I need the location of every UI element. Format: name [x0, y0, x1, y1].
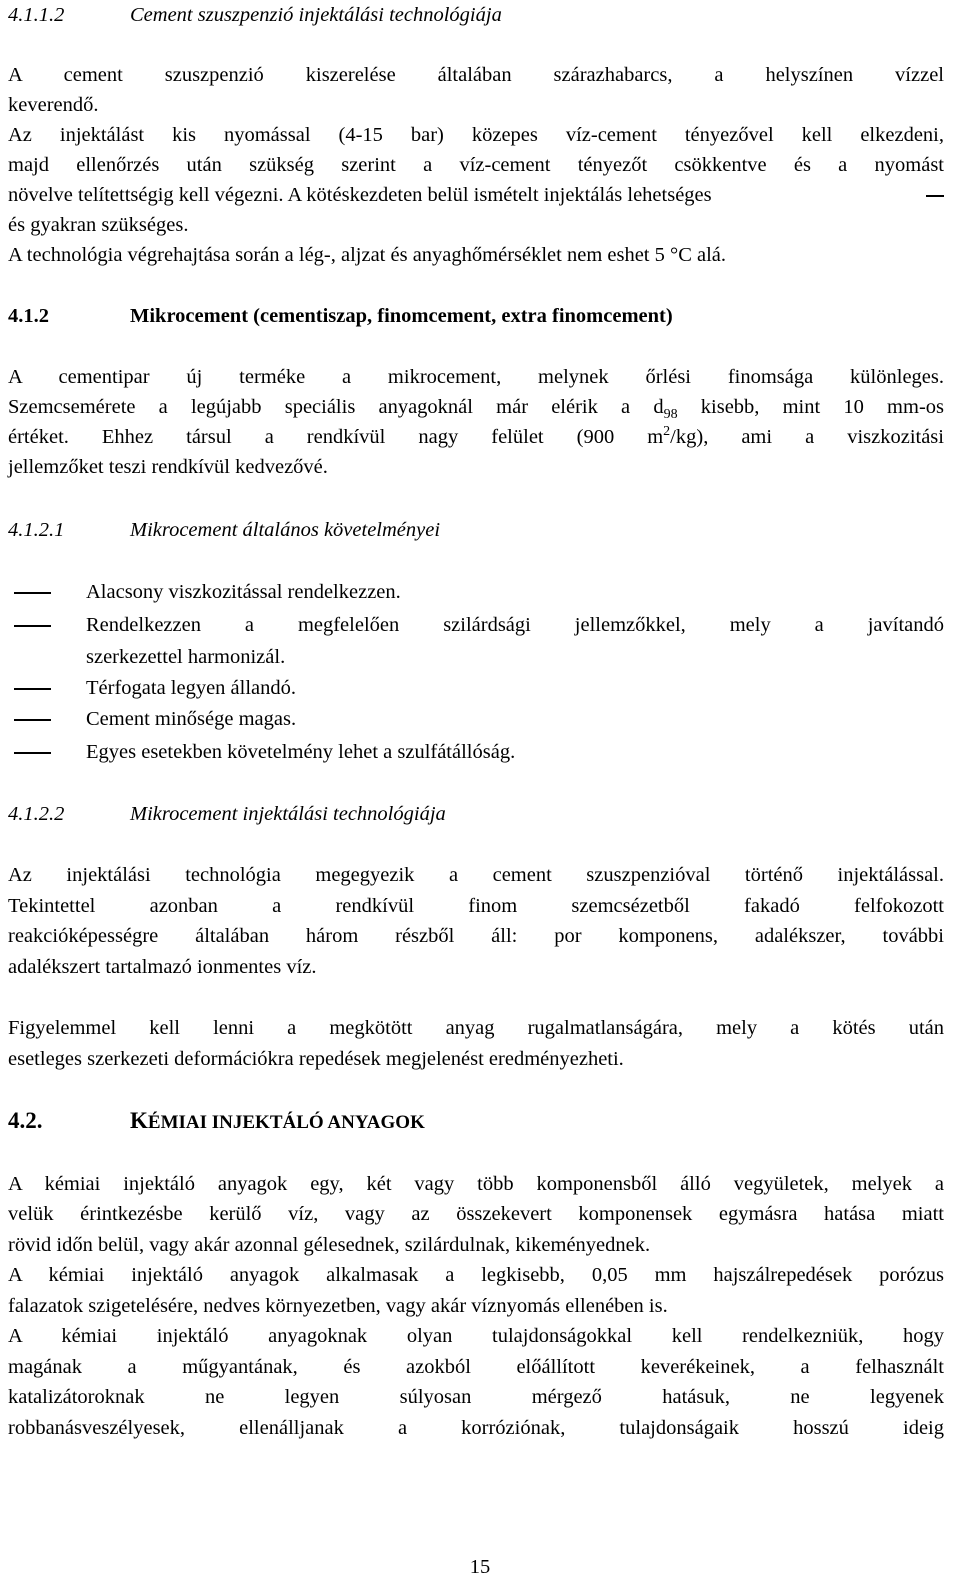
list-item [8, 704, 944, 734]
paragraph-line: A kémiai injektáló anyagoknak olyan tulajdonságokkal kell rendelkezniük, hogy [8, 1325, 944, 1347]
list-item [8, 673, 944, 703]
heading-4-1-2-1 [8, 515, 944, 545]
paragraph-line: A technológia végrehajtása során a lég-, aljzat és anyaghőmérséklet nem eshet 5 °C alá. [8, 244, 727, 266]
paragraph-line: A kémiai injektáló anyagok egy, két vagy több komponensből álló vegyületek, melyek a [8, 1173, 944, 1195]
heading-title: Cement szuszpenzió injektálási technológiája [130, 4, 502, 26]
paragraph-line: Figyelemmel kell lenni a megkötött anyag rugalmatlanságára, mely a kötés után [8, 1017, 944, 1039]
dash-mark [926, 195, 944, 197]
dash-bullet-icon [8, 704, 86, 734]
heading-number: 4.1.2 [8, 305, 49, 327]
dash-bullet-icon [8, 577, 86, 607]
paragraph-text: növelve telítettségig kell végezni. A kötéskezdeten belül ismételt injektálás lehetséges [8, 184, 712, 206]
heading-title: Mikrocement injektálási technológiája [130, 803, 446, 825]
heading-4-1-2 [8, 301, 944, 331]
paragraph-line [8, 422, 944, 452]
heading-number: 4.1.2.1 [8, 519, 65, 541]
list-item [8, 610, 944, 640]
heading-title-initial: K [130, 1108, 148, 1133]
dash-bullet-icon [8, 673, 86, 703]
heading-4-1-1-2 [8, 0, 944, 30]
subscript: 98 [663, 407, 678, 423]
list-item-text: Alacsony viszkozitással rendelkezzen. [86, 581, 401, 603]
heading-title [130, 1106, 425, 1138]
paragraph-text: /kg), ami a viszkozitási [670, 426, 944, 448]
paragraph-text: Szemcsemérete a legújabb speciális anyagoknál már elérik a d [8, 396, 664, 418]
paragraph-line: adalékszert tartalmazó ionmentes víz. [8, 956, 317, 978]
paragraph-line: esetleges szerkezeti deformációkra repedések megjelenést eredményezheti. [8, 1048, 624, 1070]
superscript: 2 [663, 424, 671, 440]
paragraph-line: katalizátoroknak ne legyen súlyosan mérgező hatásuk, ne legyenek [8, 1386, 944, 1408]
list-item-text: Egyes esetekben követelmény lehet a szulfátállóság. [86, 741, 516, 763]
list-item-continuation: szerkezettel harmonizál. [86, 646, 286, 668]
paragraph-line: reakcióképességre általában három részből áll: por komponens, adalékszer, további [8, 925, 944, 947]
heading-title: Mikrocement általános követelményei [130, 519, 441, 541]
paragraph-line: A kémiai injektáló anyagok alkalmasak a legkisebb, 0,05 mm hajszálrepedések porózus [8, 1264, 944, 1286]
list-item [8, 737, 944, 767]
paragraph-line: Tekintettel azonban a rendkívül finom szemcsézetből fakadó felfokozott [8, 895, 944, 917]
paragraph-line: és gyakran szükséges. [8, 214, 189, 236]
paragraph-line: robbanásveszélyesek, ellenálljanak a korróziónak, tulajdonságaik hosszú ideig [8, 1417, 944, 1439]
list-item-text: Térfogata legyen állandó. [86, 677, 297, 699]
paragraph-line: jellemzőket teszi rendkívül kedvezővé. [8, 456, 328, 478]
paragraph-line: velük érintkezésbe kerülő víz, vagy az összekevert komponensek egymásra hatása miatt [8, 1203, 944, 1225]
heading-4-2 [8, 1106, 944, 1138]
paragraph-line: Az injektálási technológia megegyezik a cement szuszpenzióval történő injektálással. [8, 864, 944, 886]
paragraph-line: keverendő. [8, 94, 99, 116]
paragraph-text: értéket. Ehhez társul a rendkívül nagy felület (900 m [8, 426, 664, 448]
paragraph-line: falazatok szigetelésére, nedves környezetben, vagy akár víznyomás ellenében is. [8, 1295, 668, 1317]
heading-number: 4.2. [8, 1108, 43, 1133]
paragraph-line [8, 392, 944, 422]
heading-number: 4.1.1.2 [8, 4, 65, 26]
list-item-text: Cement minősége magas. [86, 708, 297, 730]
paragraph-line: Az injektálást kis nyomással (4-15 bar) közepes víz-cement tényezővel kell elkezdeni, [8, 124, 944, 146]
paragraph-line: rövid időn belül, vagy akár azonnal gélesednek, szilárdulnak, kikeményednek. [8, 1234, 651, 1256]
page-number: 15 [469, 1556, 491, 1578]
list-item [8, 577, 944, 607]
heading-number: 4.1.2.2 [8, 803, 65, 825]
heading-title-rest: ÉMIAI INJEKTÁLÓ ANYAGOK [147, 1112, 425, 1133]
paragraph-text: kisebb, mint 10 mm-os [677, 396, 944, 418]
list-item-text: Rendelkezzen a megfelelően szilárdsági jellemzőkkel, mely a javítandó [86, 614, 944, 636]
paragraph-line: majd ellenőrzés után szükség szerint a víz-cement tényezőt csökkentve és a nyomást [8, 154, 944, 176]
heading-title: Mikrocement (cementiszap, finomcement, extra finomcement) [130, 305, 673, 327]
paragraph-line: A cement szuszpenzió kiszerelése általában szárazhabarcs, a helyszínen vízzel [8, 64, 944, 86]
heading-4-1-2-2 [8, 799, 944, 829]
dash-bullet-icon [8, 737, 86, 767]
dash-bullet-icon [8, 610, 86, 640]
paragraph-line: A cementipar új terméke a mikrocement, melynek őrlési finomsága különleges. [8, 366, 944, 388]
paragraph-line: magának a műgyantának, és azokból előállított keverékeinek, a felhasznált [8, 1356, 944, 1378]
paragraph-line [8, 180, 944, 210]
